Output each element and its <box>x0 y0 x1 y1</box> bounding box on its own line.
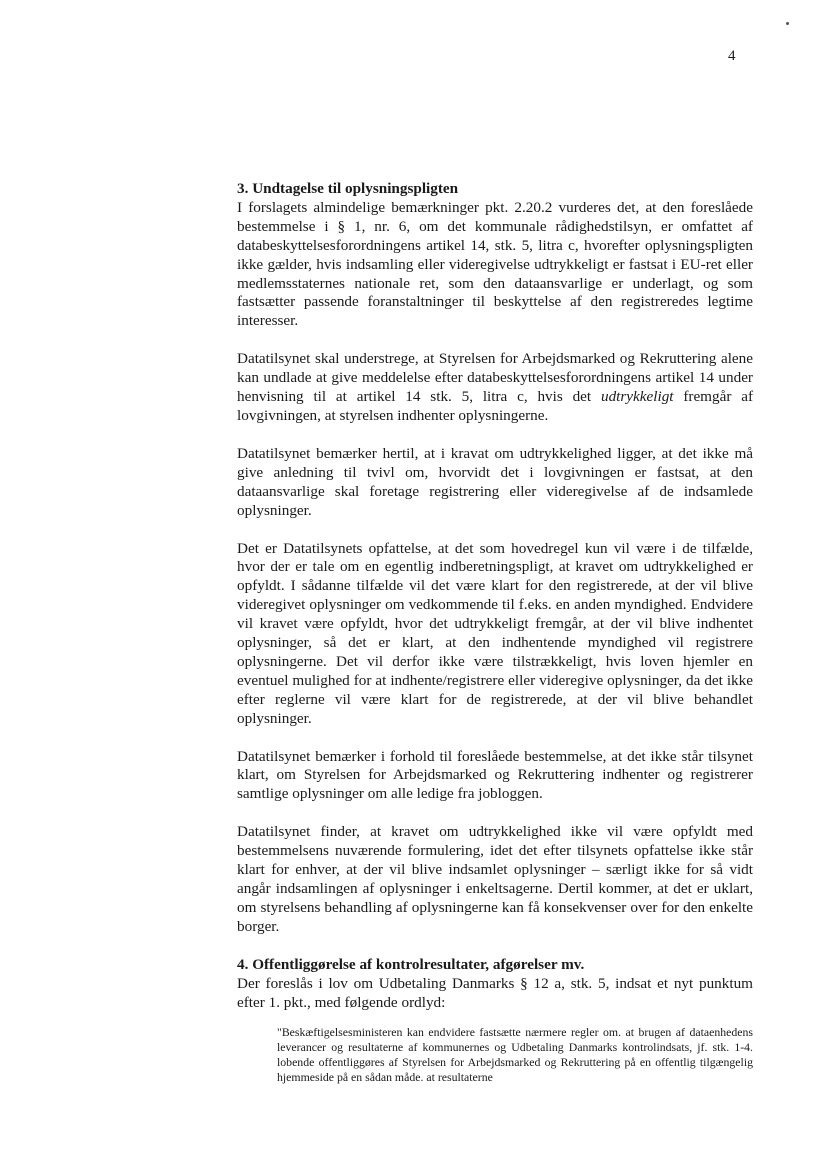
section-3-heading: 3. Undtagelse til oplysningspligten <box>237 180 459 197</box>
section-3-paragraph-5: Datatilsynet bemærker i forhold til foreslåede bestemmelse, at det ikke står tilsynet klart, om Styrelsen for Arbejdsmarked og Rekruttering indhenter og registrerer samtlige oplysninger om alle ledige fra jobloggen. <box>237 747 753 803</box>
section-4-paragraph-1: Der foreslås i lov om Udbetaling Danmarks § 12 a, stk. 5, indsat et nyt punktum efter 1. pkt., med følgende ordlyd: <box>237 974 753 1011</box>
section-3-paragraph-3: Datatilsynet bemærker hertil, at i kravat om udtrykkelighed ligger, at det ikke må give anledning til tvivl om, hvorvidt det i lovgivningen er fastsat, at den dataansvarlige skal foretage registrering eller videregivelse af de indsamlede oplysninger. <box>237 444 753 519</box>
page-number: 4 <box>728 48 736 64</box>
legal-quote: "Beskæftigelsesministeren kan endvidere fastsætte nærmere regler om. at brugen af dataenhedens leverancer og resultaterne af kommunernes og Udbetaling Danmarks kontrolindsats, jf. stk. 1-4. lobende offentliggøres af Styrelsen for Arbejdsmarked og Rekruttering på en offentlig tilgængelig hjemmeside på en sådan måde. at resultaterne <box>277 1025 753 1085</box>
section-3-paragraph-2 <box>237 350 753 426</box>
section-3-paragraph-2-end: fremgår af lovgivningen, at styrelsen indhenter oplysningerne. <box>237 388 753 424</box>
section-3-paragraph-4: Det er Datatilsynets opfattelse, at det som hovedregel kun vil være i de tilfælde, hvor der er tale om en egentlig indberetningspligt, at kravet om udtrykkelighed er opfyldt. I sådanne tilfælde vil det være klart for den registrerede, at der vil blive videregivet oplysninger om vedkommende til f.eks. en anden myndighed. Endvidere vil kravet være opfyldt, hvor det udtrykkeligt fremgår, at der vil blive indhentet oplysninger, så det er klart, at den indhentende myndighed vil registrere oplysningerne. Det vil derfor ikke være tilstrækkeligt, hvis loven hjemler en eventuel mulighed for at indhente/registrere eller videregive oplysninger, da det ikke efter reglerne vil være klart for de registrerede, at der vil blive behandlet oplysninger. <box>237 539 753 727</box>
scan-speck <box>786 22 789 25</box>
section-3 <box>237 180 753 937</box>
document-body <box>237 180 753 1085</box>
section-4-heading: 4. Offentliggørelse af kontrolresultater, afgørelser mv. <box>237 955 585 973</box>
section-3-paragraph-1: I forslagets almindelige bemærkninger pkt. 2.20.2 vurderes det, at den foreslåede bestemmelse i § 1, nr. 6, om det kommunale rådighedstilsyn, er omfattet af databeskyttelsesforordningens artikel 14, stk. 5, litra c, hvorefter oplysningspligten ikke gælder, hvis indsamling eller videregivelse udtrykkeligt er fastsat i EU-ret eller medlemsstaternes nationale ret, som den dataansvarlige er underlagt, og som fastsætter passende foranstaltninger til beskyttelse af den registreredes legtime interesser. <box>237 198 753 330</box>
section-4 <box>237 956 753 1086</box>
section-3-paragraph-6: Datatilsynet finder, at kravet om udtrykkelighed ikke vil være opfyldt med bestemmelsens nuværende formulering, idet det efter tilsynets opfattelse ikke står klart for enhver, at der vil blive indsamlet oplysninger – særligt ikke for så vidt angår indsamlingen af oplysninger i enkeltsagerne. Dertil kommer, at det er uklart, om styrelsens behandling af oplysningerne kan få konsekvenser over for den enkelte borger. <box>237 823 753 935</box>
section-3-paragraph-2-text: Datatilsynet skal understrege, at Styrelsen for Arbejdsmarked og Rekruttering alene kan undlade at give meddelelse efter databeskyttelsesforordningens artikel 14 under henvisning til at artikel 14 stk. 5, litra c, hvis det <box>237 350 753 406</box>
emphasis-udtrykkeligt: udtrykkeligt <box>600 388 674 406</box>
